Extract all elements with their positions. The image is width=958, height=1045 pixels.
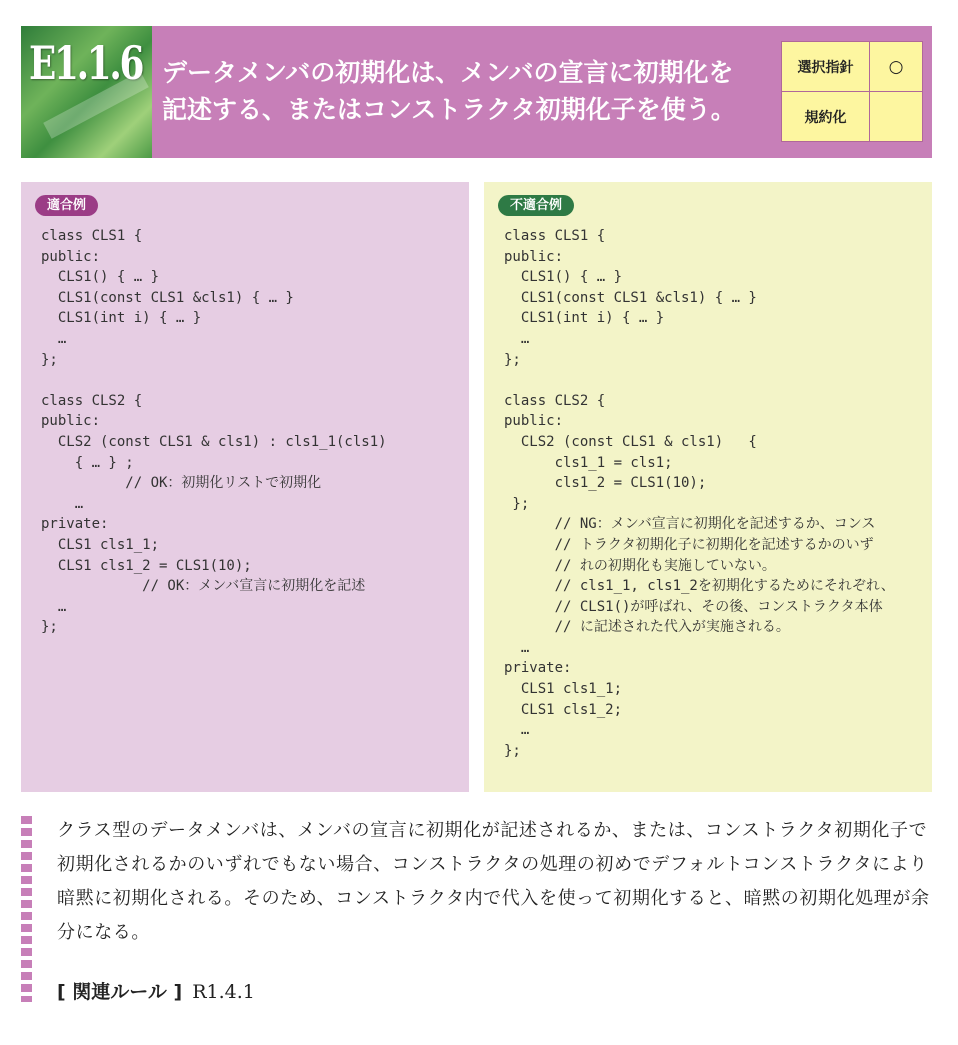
compliant-example-panel xyxy=(21,182,469,792)
related-rules xyxy=(57,977,255,1004)
noncompliant-example-label: 不適合例 xyxy=(498,195,574,216)
regulation-value xyxy=(870,92,923,142)
noncompliant-example-panel xyxy=(484,182,932,792)
compliant-example-code: class CLS1 { public: CLS1() { … } CLS1(const CLS1 &cls1) { … } CLS1(int i) { … } … }; class CLS2 { public: CLS2 (const CLS1 & cls1) : cls1_1(cls1) { … } ; // OK：初期化リストで初期化 … private: CLS1 cls1_1; CLS1 cls1_2 = CLS1(10); // OK：メンバ宣言に初期化を記述 … }; xyxy=(41,228,387,636)
rule-header xyxy=(21,26,932,158)
rule-title xyxy=(162,54,782,128)
rule-title-line-2: 記述する、またはコンストラクタ初期化子を使う。 xyxy=(162,95,736,124)
regulation-label: 規約化 xyxy=(782,92,870,142)
selection-guideline-label: 選択指針 xyxy=(782,42,870,92)
rule-meta-table xyxy=(781,41,923,142)
rule-id: E1.1.6 xyxy=(29,36,143,90)
noncompliant-example-code: class CLS1 { public: CLS1() { … } CLS1(const CLS1 &cls1) { … } CLS1(int i) { … } … }; class CLS2 { public: CLS2 (const CLS1 & cls1) { cls1_1 = cls1; cls1_2 = CLS1(10); }; // NG：メンバ宣言に初期化を記述するか、コンス // トラクタ初期化子に初期化を記述するかのいず // れの初期化も実施していない。 // cls1_1, cls1_2を初期化するためにそれぞれ、 // CLS1()が呼ばれ、その後、コンストラクタ本体 // に記述された代入が実施される。 … private: CLS1 cls1_1; CLS1 cls1_2; … }; xyxy=(504,228,895,759)
rule-title-line-1: データメンバの初期化は、メンバの宣言に初期化を xyxy=(162,58,734,87)
compliant-example-label: 適合例 xyxy=(35,195,98,216)
selection-guideline-value: ○ xyxy=(870,42,923,92)
description-text: クラス型のデータメンバは、メンバの宣言に初期化が記述されるか、または、コンストラクタ初期化子で初期化されるかのいずれでもない場合、コンストラクタの処理の初めでデフォルトコンストラクタにより暗黙に初期化される。そのため、コンストラクタ内で代入を使って初期化すると、暗黙の初期化処理が余分になる。 xyxy=(57,820,930,943)
related-rules-value: R1.4.1 xyxy=(192,981,255,1003)
description-side-bar xyxy=(21,816,32,1002)
rule-badge-image xyxy=(21,26,152,158)
related-rules-label: [ 関連ルール ] xyxy=(57,981,183,1003)
